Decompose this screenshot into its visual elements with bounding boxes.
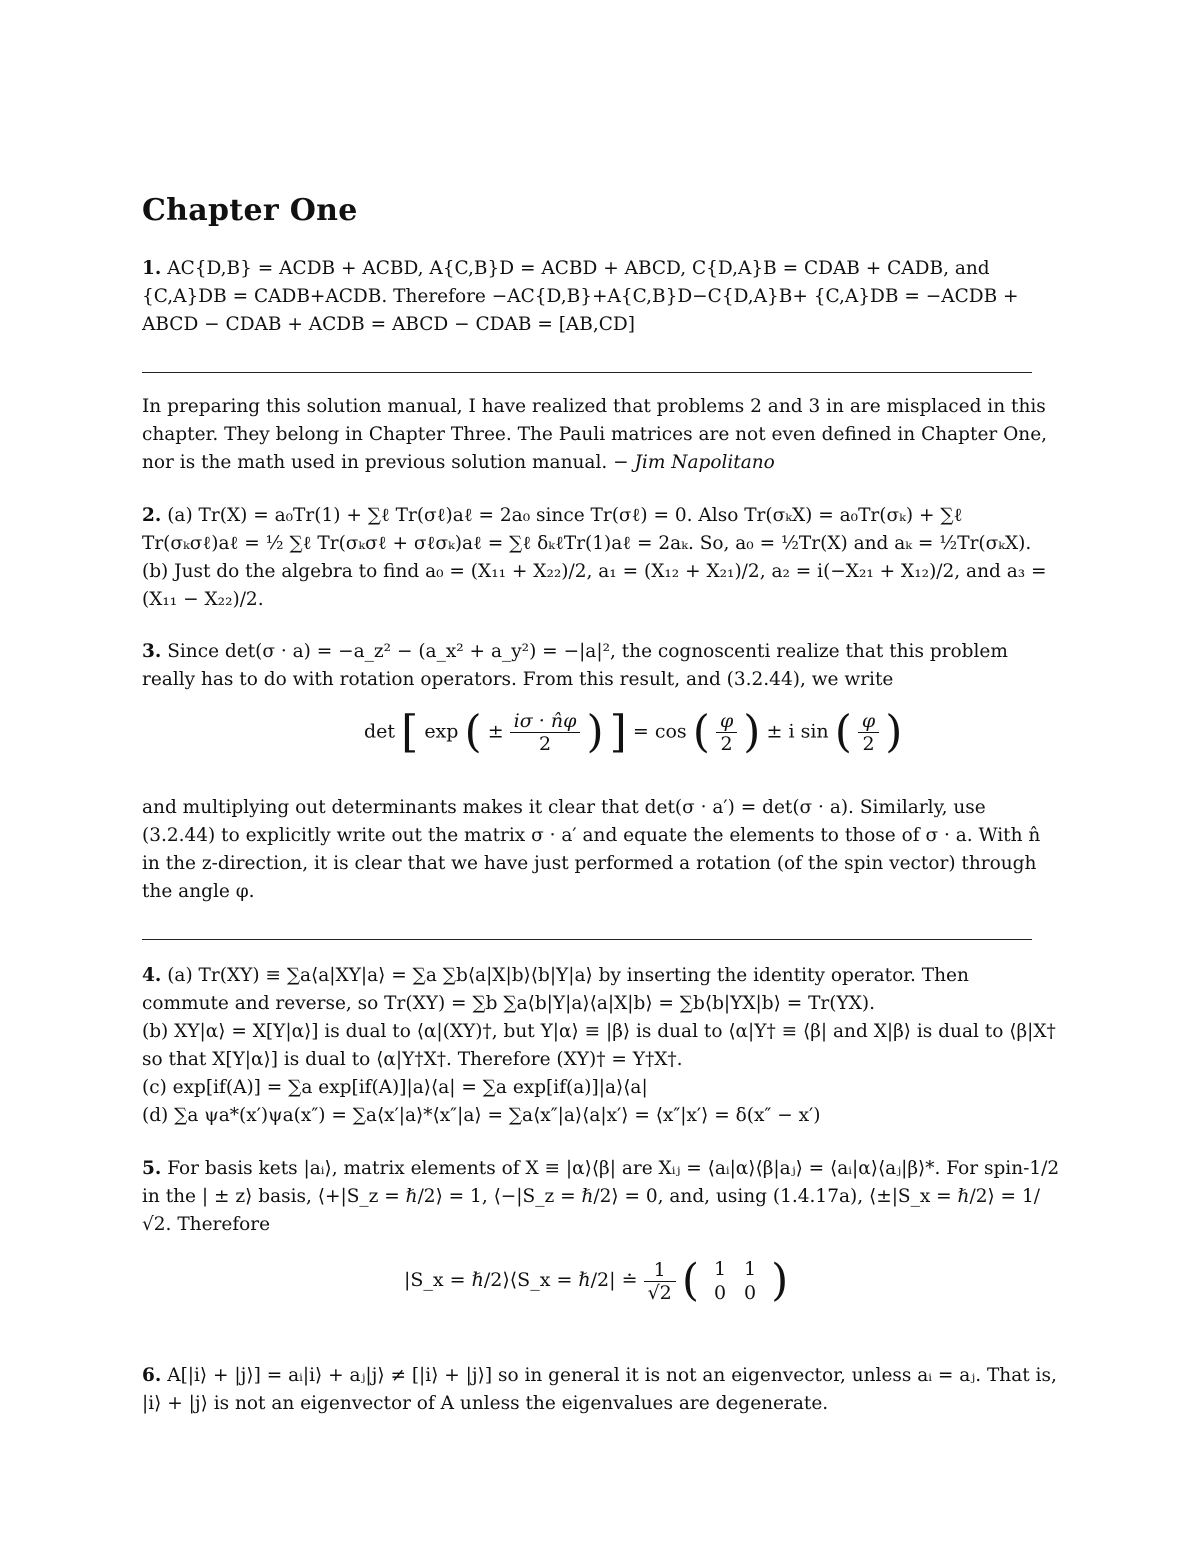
eq-denominator: √2 [647,1281,672,1304]
problem-number: 4. [142,965,162,986]
problem-5 [142,1155,1060,1239]
problem-number: 1. [142,258,162,279]
eq-sin: ± i sin [766,720,829,743]
problem-1 [142,255,1060,339]
problem-part-c: (c) exp[if(A)] = ∑a exp[if(A)]|a⟩⟨a| = ∑a exp[if(a)]|a⟩⟨a| [142,1077,648,1098]
problem-3-continued [142,794,1060,906]
eq-bracket-close: ] [609,706,627,758]
problem-number: 6. [142,1365,162,1386]
eq-numerator: 1 [644,1259,676,1282]
eq-bracket-open: [ [401,706,419,758]
problem-text: AC{D,B} = ACDB + ACBD, A{C,B}D = ACBD + ABCD, C{D,A}B = CDAB + CADB, and {C,A}DB = CADB+ACDB. Therefore −AC{D,B}+A{C,B}D−C{D,A}B+ {C,A}DB = −ACDB + ABCD − CDAB + ACDB = ABCD − CDAB = [AB,CD] [142,258,1019,335]
problem-part-a: (a) Tr(XY) ≡ ∑a⟨a|XY|a⟩ = ∑a ∑b⟨a|X|b⟩⟨b|Y|a⟩ by inserting the identity operator. Then commute and reverse, so Tr(XY) = ∑b ∑a⟨b|Y|a⟩⟨a|X|b⟩ = ∑b⟨b|YX|b⟩ = Tr(YX). [142,965,969,1014]
eq-numerator: φ [858,710,879,733]
eq-matrix [705,1258,765,1304]
eq-fraction [510,710,581,755]
eq-paren-close: ) [885,706,903,758]
eq-numerator: φ [716,710,737,733]
eq-paren-close: ) [743,706,761,758]
eq-fraction [858,710,879,755]
matrix-cell: 1 [713,1258,727,1280]
problem-text: A[|i⟩ + |j⟩] = aᵢ|i⟩ + aⱼ|j⟩ ≠ [|i⟩ + |j⟩] so in general it is not an eigenvector, unless aᵢ = aⱼ. That is, |i⟩ + |j⟩ is not an eigenvector of A unless the eigenvalues are degenerate. [142,1365,1057,1414]
eq-denominator: 2 [862,733,875,755]
problem-6 [142,1362,1060,1418]
divider [142,372,1032,373]
eq-denominator: 2 [538,733,552,755]
editor-note [142,393,1060,477]
problem-number: 5. [142,1158,162,1179]
chapter-title: Chapter One [142,193,358,228]
problem-part-d: (d) ∑a ψa*(x′)ψa(x″) = ∑a⟨x′|a⟩*⟨x″|a⟩ = ∑a⟨x″|a⟩⟨a|x′⟩ = ⟨x″|x′⟩ = δ(x″ − x′) [142,1105,821,1126]
eq-det: det [364,720,396,743]
matrix-cell: 1 [743,1258,757,1280]
eq-cos: = cos [632,720,687,743]
problem-text: Since det(σ · a) = −a_z² − (a_x² + a_y²) = −|a|², the cognoscenti realize that this problem really has to do with rotation operators. From this result, and (3.2.44), we write [142,641,1008,690]
problem-4 [142,962,1060,1130]
eq-paren-close: ) [771,1255,789,1306]
eq-denominator: 2 [720,733,733,755]
eq-paren-open: ( [692,706,710,758]
matrix-cell: 0 [713,1282,727,1304]
problem-3 [142,638,1060,694]
note-text: In preparing this solution manual, I have realized that problems 2 and 3 in are misplaced in this chapter. They belong in Chapter Three. The Pauli matrices are not even defined in Chapter One, nor is the math used in previous solution manual. − [142,396,1048,473]
divider [142,939,1032,940]
problem-2 [142,502,1060,614]
problem-text: (a) Tr(X) = a₀Tr(1) + ∑ℓ Tr(σℓ)aℓ = 2a₀ since Tr(σℓ) = 0. Also Tr(σₖX) = a₀Tr(σₖ) + ∑ℓ Tr(σₖσℓ)aℓ = ½ ∑ℓ Tr(σₖσℓ + σℓσₖ)aℓ = ∑ℓ δₖℓTr(1)aℓ = 2aₖ. So, a₀ = ½Tr(X) and aₖ = ½Tr(σₖX). (b) Just do the algebra to find a₀ = (X₁₁ + X₂₂)/2, a₁ = (X₁₂ + X₂₁)/2, a₂ = i(−X₂₁ + X₁₂)/2, and a₃ = (X₁₁ − X₂₂)/2. [142,505,1047,610]
eq-fraction [644,1259,676,1304]
problem-part-b: (b) XY|α⟩ = X[Y|α⟩] is dual to ⟨α|(XY)†, but Y|α⟩ ≡ |β⟩ is dual to ⟨α|Y† ≡ ⟨β| and X|β⟩ is dual to ⟨β|X† so that X[Y|α⟩] is dual to ⟨α|Y†X†. Therefore (XY)† = Y†X†. [142,1021,1056,1070]
eq-numerator: iσ · n̂φ [510,710,581,733]
eq-paren-close: ) [586,706,604,758]
problem-text: and multiplying out determinants makes it clear that det(σ · a′) = det(σ · a). Similarly, use (3.2.44) to explicitly write out the matrix σ · a′ and equate the elements to those of σ · a. With n̂ in the z-direction, it is clear that we have just performed a rotation (of the spin vector) through the angle φ. [142,797,1041,902]
eq-exp: exp [424,720,459,743]
equation-det-exp [364,706,903,758]
note-signature: Jim Napolitano [634,452,775,473]
eq-paren-open: ( [681,1255,699,1306]
equation-projector-matrix [404,1255,789,1306]
eq-pm: ± [487,720,504,743]
matrix-cell: 0 [743,1282,757,1304]
problem-number: 3. [142,641,162,662]
problem-number: 2. [142,505,162,526]
eq-fraction [716,710,737,755]
problem-text: For basis kets |aᵢ⟩, matrix elements of X ≡ |α⟩⟨β| are Xᵢⱼ = ⟨aᵢ|α⟩⟨β|aⱼ⟩ = ⟨aᵢ|α⟩⟨aⱼ|β⟩*. For spin-1/2 in the | ± z⟩ basis, ⟨+|S_z = ℏ/2⟩ = 1, ⟨−|S_z = ℏ/2⟩ = 0, and, using (1.4.17a), ⟨±|S_x = ℏ/2⟩ = 1/√2. Therefore [142,1158,1060,1235]
eq-lhs: |S_x = ℏ/2⟩⟨S_x = ℏ/2| ≐ [404,1269,638,1291]
eq-paren-open: ( [464,706,482,758]
eq-paren-open: ( [834,706,852,758]
